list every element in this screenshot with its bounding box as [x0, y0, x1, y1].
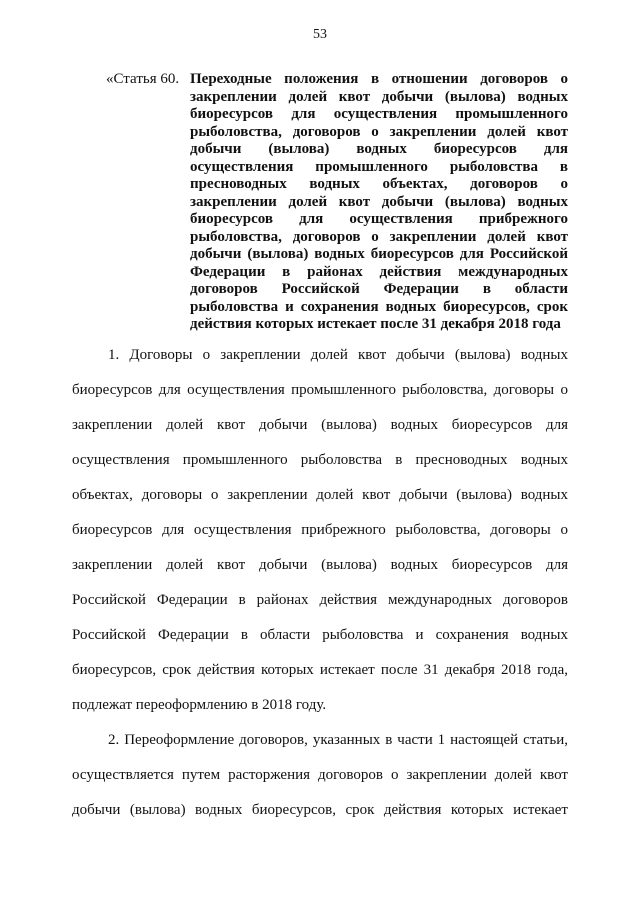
- article-title-line: договоров Российской Федерации в области: [190, 281, 568, 297]
- paragraph-line: биоресурсов для осуществления прибрежного рыболовства, договоры о: [72, 522, 568, 538]
- article-title-line: пресноводных водных объектах, договоров о: [190, 176, 568, 192]
- paragraph-line: закреплении долей квот добычи (вылова) водных биоресурсов для: [72, 557, 568, 573]
- article-title-line: Переходные положения в отношении договоров о: [190, 71, 568, 87]
- article-title-line: закреплении долей квот добычи (вылова) водных: [190, 88, 568, 105]
- paragraph-line: осуществления промышленного рыболовства в пресноводных водных: [72, 452, 568, 468]
- paragraph-line: биоресурсов, срок действия которых истекает после 31 декабря 2018 года,: [72, 662, 568, 678]
- article-title-line: добычи (вылова) водных биоресурсов для: [190, 141, 568, 157]
- paragraph-line: Российской Федерации в области рыболовства и сохранения водных: [72, 627, 568, 643]
- paragraph-line: биоресурсов для осуществления промышленного рыболовства, договоры о: [72, 382, 568, 398]
- article-title-line: рыболовства и сохранения водных биоресурсов, срок: [190, 298, 568, 315]
- paragraph-line: объектах, договоры о закреплении долей квот добычи (вылова) водных: [72, 487, 568, 503]
- page-number: 53: [313, 27, 327, 42]
- article-title-line: биоресурсов для осуществления промышленного: [190, 106, 568, 122]
- paragraph-line: подлежат переоформлению в 2018 году.: [72, 697, 327, 713]
- paragraph-line: Российской Федерации в районах действия международных договоров: [72, 592, 568, 608]
- article-title-line: Федерации в районах действия международных: [190, 263, 568, 280]
- paragraph-line: 1. Договоры о закреплении долей квот добычи (вылова) водных: [108, 347, 568, 363]
- article-title-line: рыболовства, договоров о закреплении долей квот: [190, 228, 568, 245]
- article-title-line: закреплении долей квот добычи (вылова) водных: [190, 193, 568, 210]
- article-title-line: осуществления промышленного рыболовства в: [190, 158, 568, 175]
- article-title-line: биоресурсов для осуществления прибрежного: [190, 211, 568, 227]
- article-title-line: действия которых истекает после 31 декабря 2018 года: [190, 316, 561, 332]
- article-label: «Статья 60.: [106, 71, 180, 87]
- article-title-line: добычи (вылова) водных биоресурсов для Российской: [190, 246, 568, 262]
- article-title-line: рыболовства, договоров о закреплении долей квот: [190, 123, 568, 140]
- paragraph-line: закреплении долей квот добычи (вылова) водных биоресурсов для: [72, 417, 568, 433]
- article-title: [190, 71, 568, 334]
- paragraph-line: осуществляется путем расторжения договоров о закреплении долей квот: [72, 767, 568, 783]
- paragraph-line: 2. Переоформление договоров, указанных в части 1 настоящей статьи,: [108, 732, 568, 748]
- paragraph-line: добычи (вылова) водных биоресурсов, срок действия которых истекает: [72, 802, 568, 818]
